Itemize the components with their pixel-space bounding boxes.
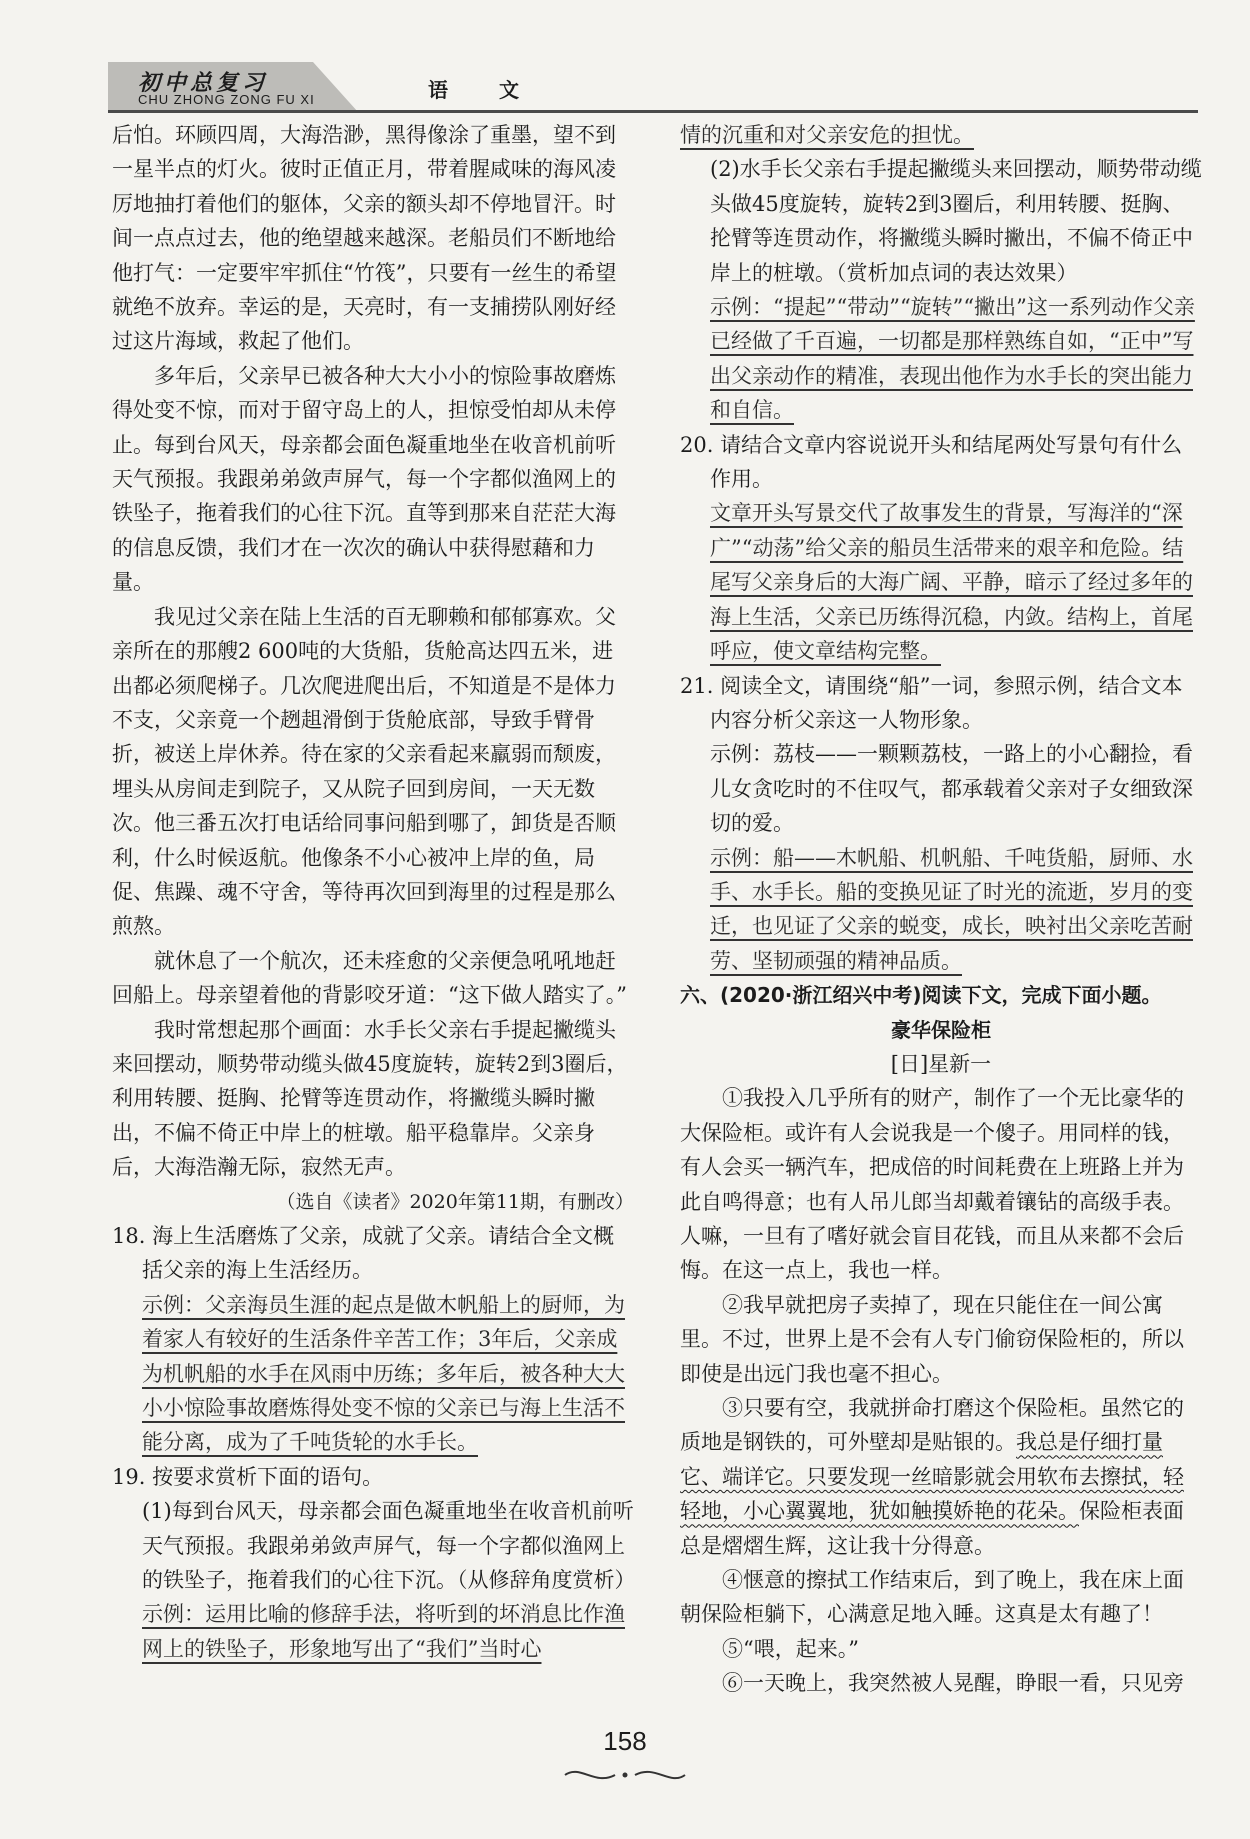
answer-18: 示例：父亲海员生涯的起点是做木帆船上的厨师，为着家人有较好的生活条件辛苦工作；3年后，父亲成为机帆船的水手在风雨中历练；多年后，被各种大大小小惊险事故磨炼得处变不惊的父亲已与海上生活不能分离，成为了千吨货轮的水手长。 [142,1292,625,1455]
footer-ornament-icon [560,1762,690,1788]
paragraph: 我见过父亲在陆上生活的百无聊赖和郁郁寡欢。父亲所在的那艘2 600吨的大货船，货舱高达四五米，进出都必须爬梯子。几次爬进爬出后，不知道是不是体力不支，父亲竟一个趔趄滑倒于货舱底部，导致手臂骨折，被送上岸休养。待在家的父亲看起来羸弱而颓废，埋头从房间走到院子，又从院子回到房间，一天无数次。他三番五次打电话给同事问船到哪了，卸货是否顺利，什么时候返航。他像条不小心被冲上岸的鱼，局促、焦躁、魂不守舍，等待再次回到海里的过程是那么煎熬。 [112,604,616,939]
paragraph [680,1391,1202,1563]
right-column [680,118,1202,1701]
page-number: 158 [603,1726,647,1756]
paragraph: ②我早就把房子卖掉了，现在只能住在一间公寓里。不过，世界上是不会有人专门偷窃保险柜的，所以即使是出远门我也毫不担心。 [680,1292,1184,1386]
paragraph: ⑥一天晚上，我突然被人晃醒，睁眼一看，只见旁 [722,1671,1184,1696]
sentence: 保险柜表面总是熠熠生辉，这让我十分得意。 [680,1499,1184,1558]
page-header [108,62,1198,114]
wavy-underlined-sentence: 我总是仔细打量它、端详它。只要发现一丝暗影就会用软布去擦拭，轻轻地，小心翼翼地，犹如触摸娇艳的花朵。 [680,1430,1184,1524]
paragraph: 我时常想起那个画面：水手长父亲右手提起撇缆头来回摆动，顺势带动缆头做45度旋转，旋转2到3圈后，利用转腰、挺胸、抡臂等连贯动作，将撇缆头瞬时撇出，不偏不倚正中岸上的桩墩。船平稳靠岸。父亲身后，大海浩瀚无际，寂然无声。 [112,1017,628,1180]
question-21: 21. 阅读全文，请围绕“船”一词，参照示例，结合文本内容分析父亲这一人物形象。 [680,673,1183,732]
question-19-1: (1)每到台风天，母亲都会面色凝重地坐在收音机前听天气预报。我跟弟弟敛声屏气，每一个字都似渔网上的铁坠子，拖着我们的心往下沉。（从修辞角度赏析） [142,1499,636,1593]
paragraph: 多年后，父亲早已被各种大大小小的惊险事故磨炼得处变不惊，而对于留守岛上的人，担惊受怕却从未停止。每到台风天，母亲都会面色凝重地坐在收音机前听天气预报。我跟弟弟敛声屏气，每一个字都似渔网上的铁坠子，拖着我们的心往下沉。直等到那来自茫茫大海的信息反馈，我们才在一次次的确认中获得慰藉和力量。 [112,363,616,595]
header-rule [108,110,1198,113]
left-column [112,118,634,1666]
header-subtitle: CHU ZHONG ZONG FU XI [138,92,315,107]
answer-19-1-continued: 情的沉重和对父亲安危的担忧。 [680,123,974,147]
story-author: [日]星新一 [890,1051,992,1076]
story-title: 豪华保险柜 [891,1017,991,1042]
answer-21: 示例：船——木帆船、机帆船、千吨货船，厨师、水手、水手长。船的变换见证了时光的流逝，岁月的变迁，也见证了父亲的蜕变，成长，映衬出父亲吃苦耐劳、坚韧顽强的精神品质。 [710,845,1193,973]
question-20: 20. 请结合文章内容说说开头和结尾两处写景句有什么作用。 [680,432,1183,492]
question-19: 19. 按要求赏析下面的语句。 [112,1464,384,1489]
sentence: ③只要有空，我就拼命打磨这个保险柜。虽然它的质地是钢铁的，可外壁却是贴银的。 [680,1396,1184,1455]
paragraph: 就休息了一个航次，还未痊愈的父亲便急吼吼地赶回船上。母亲望着他的背影咬牙道：“这下做人踏实了。” [112,948,627,1008]
section-heading: 六、(2020·浙江绍兴中考)阅读下文，完成下面小题。 [680,983,1162,1008]
answer-20: 文章开头写景交代了故事发生的背景，写海洋的“深广”“动荡”给父亲的船员生活带来的艰辛和危险。结尾写父亲身后的大海广阔、平静，暗示了经过多年的海上生活，父亲已历练得沉稳，内敛。结构上，首尾呼应，使文章结构完整。 [710,501,1193,664]
paragraph: 后怕。环顾四周，大海浩渺，黑得像涂了重墨，望不到一星半点的灯火。彼时正值正月，带着腥咸味的海风凌厉地抽打着他们的躯体，父亲的额头却不停地冒汗。时间一点点过去，他的绝望越来越深。老船员们不断地给他打气：一定要牢牢抓住“竹筏”，只要有一丝生的希望就绝不放弃。幸运的是，天亮时，有一支捕捞队刚好经过这片海域，救起了他们。 [112,123,617,354]
source-note: （选自《读者》2020年第11期，有删改） [276,1190,634,1213]
paragraph: ⑤“喂，起来。” [722,1636,859,1661]
question-21-example: 示例：荔枝——一颗颗荔枝，一路上的小心翻捡，看儿女贪吃时的不住叹气，都承载着父亲对子女细致深切的爱。 [710,742,1193,836]
paragraph: ④惬意的擦拭工作结束后，到了晚上，我在床上面朝保险柜躺下，心满意足地入睡。这真是太有趣了！ [680,1568,1184,1627]
header-subject: 语 文 [428,78,541,102]
question-19-2: (2)水手长父亲右手提起撇缆头来回摆动，顺势带动缆头做45度旋转，旋转2到3圈后，利用转腰、挺胸、抡臂等连贯动作，将撇缆头瞬时撇出，不偏不倚正中岸上的桩墩。（赏析加点词的表达效果） [710,157,1202,285]
question-18: 18. 海上生活磨炼了父亲，成就了父亲。请结合全文概括父亲的海上生活经历。 [112,1224,615,1283]
answer-19-1: 示例：运用比喻的修辞手法，将听到的坏消息比作渔网上的铁坠子，形象地写出了“我们”当时心 [142,1602,625,1661]
answer-19-2: 示例：“提起”“带动”“旋转”“撇出”这一系列动作父亲已经做了千百遍，一切都是那样熟练自如，“正中”写出父亲动作的精准，表现出他作为水手长的突出能力和自信。 [710,295,1195,423]
paragraph: ①我投入几乎所有的财产，制作了一个无比豪华的大保险柜。或许有人会说我是一个傻子。用同样的钱，有人会买一辆汽车，把成倍的时间耗费在上班路上并为此自鸣得意；也有人吊儿郎当却戴着镶钻的高级手表。人嘛，一旦有了嗜好就会盲目花钱，而且从来都不会后悔。在这一点上，我也一样。 [680,1086,1184,1283]
header-title: 初中总复习 [138,70,269,96]
